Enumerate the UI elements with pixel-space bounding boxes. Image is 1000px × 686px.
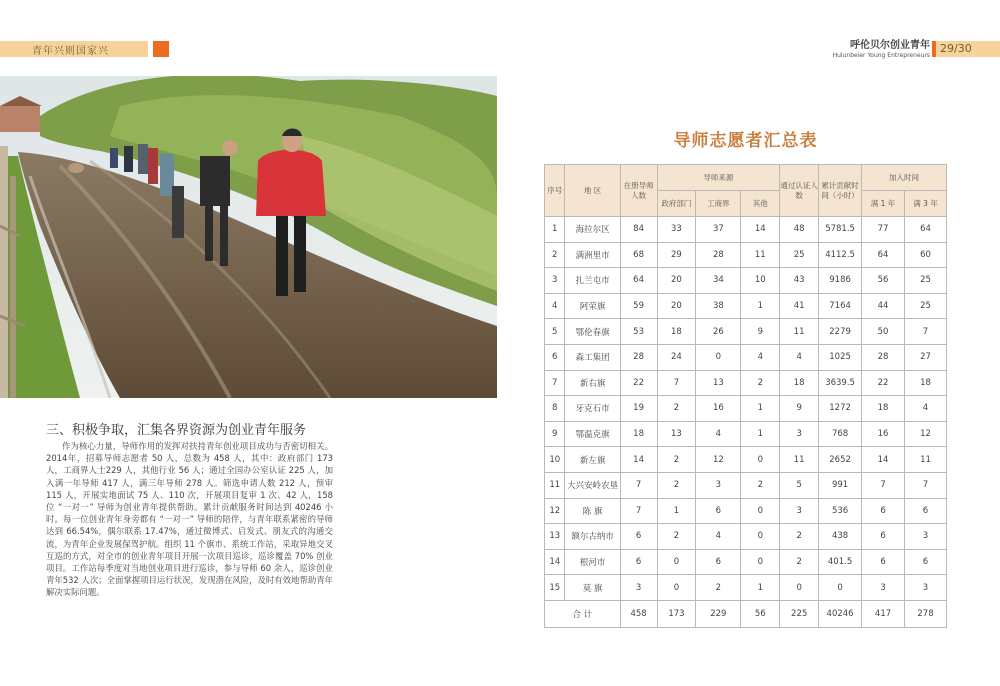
header-region: 地 区 — [565, 165, 620, 217]
table-row — [545, 421, 947, 447]
table-title: 导师志愿者汇总表 — [673, 131, 818, 151]
table-cell: 2 — [696, 575, 741, 601]
table-cell: 陈 旗 — [565, 498, 620, 524]
table-cell: 53 — [620, 319, 657, 345]
table-cell: 2 — [657, 447, 696, 473]
table-row — [545, 217, 947, 243]
table-cell: 9186 — [819, 268, 862, 294]
table-cell: 海拉尔区 — [565, 217, 620, 243]
table-cell: 3 — [545, 268, 565, 294]
table-body — [545, 217, 947, 628]
table-cell: 28 — [862, 344, 905, 370]
table-cell: 9 — [545, 421, 565, 447]
table-cell: 64 — [620, 268, 657, 294]
table-cell: 12 — [545, 498, 565, 524]
table-cell: 13 — [545, 524, 565, 550]
header-join-group: 加入时间 — [862, 165, 947, 191]
total-cell: 417 — [862, 600, 905, 627]
table-cell: 12 — [696, 447, 741, 473]
table-cell: 0 — [741, 447, 780, 473]
table-row — [545, 524, 947, 550]
table-cell: 牙克石市 — [565, 396, 620, 422]
header-certified: 通过认证人数 — [780, 165, 819, 217]
table-cell: 3 — [862, 575, 905, 601]
table-row — [545, 370, 947, 396]
table-cell: 77 — [862, 217, 905, 243]
header-source-gov: 政府部门 — [657, 191, 696, 217]
table-cell: 13 — [657, 421, 696, 447]
table-cell: 64 — [862, 242, 905, 268]
table-row — [545, 549, 947, 575]
table-cell: 0 — [696, 344, 741, 370]
table-cell: 43 — [780, 268, 819, 294]
table-cell: 6 — [545, 344, 565, 370]
table-cell: 7 — [905, 319, 947, 345]
table-cell: 9 — [741, 319, 780, 345]
table-cell: 401.5 — [819, 549, 862, 575]
table-cell: 18 — [657, 319, 696, 345]
mentor-summary-table — [544, 164, 947, 628]
table-row — [545, 447, 947, 473]
table-cell: 10 — [741, 268, 780, 294]
table-cell: 2 — [545, 242, 565, 268]
table-cell: 2 — [657, 472, 696, 498]
table-cell: 68 — [620, 242, 657, 268]
page-numbers: 29/30 — [940, 42, 972, 55]
table-cell: 11 — [905, 447, 947, 473]
table-cell: 25 — [905, 268, 947, 294]
table-cell: 6 — [696, 498, 741, 524]
header-right-title-cn: 呼伦贝尔创业青年 — [850, 40, 930, 51]
table-cell: 4 — [905, 396, 947, 422]
table-cell: 4 — [696, 524, 741, 550]
table-row — [545, 242, 947, 268]
table-cell: 3 — [696, 472, 741, 498]
section-title: 三、积极争取，汇集各界资源为创业青年服务 — [46, 423, 307, 438]
header-join-1y: 满 1 年 — [862, 191, 905, 217]
table-cell: 13 — [696, 370, 741, 396]
table-cell: 2652 — [819, 447, 862, 473]
table-cell: 7 — [657, 370, 696, 396]
header-source-business: 工商界 — [696, 191, 741, 217]
table-row — [545, 396, 947, 422]
table-cell: 森工集团 — [565, 344, 620, 370]
table-cell: 9 — [780, 396, 819, 422]
table-cell: 438 — [819, 524, 862, 550]
table-cell: 7 — [905, 472, 947, 498]
table-cell: 1 — [741, 421, 780, 447]
total-cell: 173 — [657, 600, 696, 627]
table-row — [545, 319, 947, 345]
table-cell: 4 — [545, 293, 565, 319]
table-cell: 6 — [862, 549, 905, 575]
table-cell: 18 — [780, 370, 819, 396]
header-band-right — [936, 41, 1000, 57]
table-row — [545, 498, 947, 524]
table-cell: 24 — [657, 344, 696, 370]
table-cell: 6 — [696, 549, 741, 575]
table-cell: 0 — [741, 524, 780, 550]
table-cell: 0 — [819, 575, 862, 601]
table-cell: 1025 — [819, 344, 862, 370]
total-label: 合 计 — [545, 600, 621, 627]
table-cell: 3 — [780, 498, 819, 524]
table-cell: 2 — [780, 524, 819, 550]
total-cell: 40246 — [819, 600, 862, 627]
table-cell: 7 — [620, 472, 657, 498]
table-cell: 25 — [905, 293, 947, 319]
table-cell: 18 — [862, 396, 905, 422]
table-cell: 新左旗 — [565, 447, 620, 473]
table-cell: 5781.5 — [819, 217, 862, 243]
table-cell: 4 — [741, 344, 780, 370]
table-cell: 莫 旗 — [565, 575, 620, 601]
table-cell: 14 — [620, 447, 657, 473]
table-cell: 10 — [545, 447, 565, 473]
table-cell: 16 — [696, 396, 741, 422]
table-cell: 3 — [905, 524, 947, 550]
table-cell: 56 — [862, 268, 905, 294]
table-cell: 14 — [862, 447, 905, 473]
table-cell: 11 — [741, 242, 780, 268]
table-cell: 1 — [657, 498, 696, 524]
table-cell: 84 — [620, 217, 657, 243]
table-cell: 20 — [657, 293, 696, 319]
section-body-text: 作为核心力量，导师作用的发挥对扶持青年创业项目成功与否密切相关。2014年，招募导师志愿者 50 人，总数为 458 人，其中：政府部门 173 人，工商界人士229 人，其他行业 56 人；通过全国办公室认证 225 人，加入满一年导师 417 人，满三年导师 278 人。筛选申请人数 212 人，预审 115 人，开展实地面试 75 人、110 次，开展项目复审 1 次、42 人，158 位 “一对一” 导师为创业青年提供帮助。累计贡献服务时间达到 40246 小时。每一位创业青年身旁都有 “一对一” 导师的陪伴，与青年联系紧密的导师达到 66.54%，偶尔联系 17.47%，通过微博式、启发式、朋友式的沟通交流，为青年企业发展保驾护航。组织 11 个旗市、系统工作站，采取异地交叉互巡的方式，对全市的创业青年项目开展一次项目巡诊，巡诊覆盖 70% 创业项目。工作站每季度对当地创业项目进行巡诊，参与导师 60 余人，巡诊创业青年532 人次；全面掌握项目运行状况，发现潜在风险，及时有效地帮助青年解决实际问题。 — [46, 441, 333, 598]
table-cell: 11 — [780, 319, 819, 345]
table-cell: 16 — [862, 421, 905, 447]
total-cell: 225 — [780, 600, 819, 627]
table-cell: 34 — [696, 268, 741, 294]
table-cell: 3 — [780, 421, 819, 447]
table-cell: 6 — [620, 549, 657, 575]
header-band-left — [0, 41, 148, 57]
table-cell: 6 — [905, 549, 947, 575]
table-row — [545, 268, 947, 294]
table-cell: 额尔古纳市 — [565, 524, 620, 550]
table-header-row — [545, 165, 947, 191]
table-cell: 0 — [657, 575, 696, 601]
header-hours: 累计贡献时间（小时） — [819, 165, 862, 217]
header-source-other: 其他 — [741, 191, 780, 217]
table-cell: 8 — [545, 396, 565, 422]
table-cell: 19 — [620, 396, 657, 422]
table-cell: 1 — [545, 217, 565, 243]
table-cell: 4 — [780, 344, 819, 370]
header-right-title-en: Hulunbeier Young Entrepreneurs — [832, 52, 930, 59]
table-cell: 新右旗 — [565, 370, 620, 396]
table-cell: 7164 — [819, 293, 862, 319]
total-cell: 458 — [620, 600, 657, 627]
table-cell: 2 — [780, 549, 819, 575]
table-cell: 0 — [657, 549, 696, 575]
table-cell: 25 — [780, 242, 819, 268]
total-cell: 229 — [696, 600, 741, 627]
table-cell: 44 — [862, 293, 905, 319]
header-accent-square-left — [153, 41, 169, 57]
header-right-title — [826, 40, 930, 60]
table-cell: 3 — [620, 575, 657, 601]
table-cell: 41 — [780, 293, 819, 319]
table-cell: 4 — [696, 421, 741, 447]
table-cell: 27 — [905, 344, 947, 370]
table-row — [545, 575, 947, 601]
table-cell: 991 — [819, 472, 862, 498]
table-cell: 768 — [819, 421, 862, 447]
header-index: 序号 — [545, 165, 565, 217]
table-cell: 3 — [905, 575, 947, 601]
table-cell: 18 — [620, 421, 657, 447]
table-row — [545, 344, 947, 370]
table-cell: 3639.5 — [819, 370, 862, 396]
table-cell: 阿荣旗 — [565, 293, 620, 319]
table-cell: 14 — [741, 217, 780, 243]
header-join-3y: 满 3 年 — [905, 191, 947, 217]
table-cell: 扎兰屯市 — [565, 268, 620, 294]
table-cell: 2 — [741, 370, 780, 396]
table-cell: 60 — [905, 242, 947, 268]
total-cell: 56 — [741, 600, 780, 627]
table-cell: 22 — [862, 370, 905, 396]
table-cell: 1272 — [819, 396, 862, 422]
table-cell: 536 — [819, 498, 862, 524]
table-cell: 5 — [545, 319, 565, 345]
table-cell: 0 — [780, 575, 819, 601]
table-cell: 鄂伦春旗 — [565, 319, 620, 345]
table-cell: 28 — [620, 344, 657, 370]
table-cell: 37 — [696, 217, 741, 243]
table-cell: 50 — [862, 319, 905, 345]
table-cell: 2279 — [819, 319, 862, 345]
table-cell: 2 — [741, 472, 780, 498]
table-total-row — [545, 600, 947, 627]
table-cell: 2 — [657, 396, 696, 422]
table-cell: 12 — [905, 421, 947, 447]
table-cell: 1 — [741, 293, 780, 319]
table-cell: 满洲里市 — [565, 242, 620, 268]
table-cell: 大兴安岭农垦 — [565, 472, 620, 498]
table-cell: 26 — [696, 319, 741, 345]
table-cell: 7 — [862, 472, 905, 498]
table-cell: 7 — [545, 370, 565, 396]
header-source-group: 导师来源 — [657, 165, 780, 191]
table-cell: 15 — [545, 575, 565, 601]
table-cell: 6 — [905, 498, 947, 524]
table-cell: 38 — [696, 293, 741, 319]
mentors-walking-photo — [0, 76, 497, 398]
table-cell: 6 — [862, 524, 905, 550]
table-cell: 5 — [780, 472, 819, 498]
table-cell: 18 — [905, 370, 947, 396]
table-cell: 2 — [657, 524, 696, 550]
table-cell: 59 — [620, 293, 657, 319]
table-cell: 1 — [741, 396, 780, 422]
table-cell: 0 — [741, 498, 780, 524]
table-cell: 11 — [780, 447, 819, 473]
table-cell: 28 — [696, 242, 741, 268]
table-cell: 4112.5 — [819, 242, 862, 268]
table-cell: 11 — [545, 472, 565, 498]
table-cell: 7 — [620, 498, 657, 524]
table-cell: 29 — [657, 242, 696, 268]
table-row — [545, 472, 947, 498]
table-cell: 6 — [620, 524, 657, 550]
header-left-title: 青年兴则国家兴 — [32, 46, 109, 57]
header-registered: 在册导师人数 — [620, 165, 657, 217]
table-cell: 22 — [620, 370, 657, 396]
table-cell: 0 — [741, 549, 780, 575]
table-cell: 64 — [905, 217, 947, 243]
table-cell: 33 — [657, 217, 696, 243]
table-cell: 14 — [545, 549, 565, 575]
table-cell: 1 — [741, 575, 780, 601]
table-cell: 鄂温克旗 — [565, 421, 620, 447]
total-cell: 278 — [905, 600, 947, 627]
table-cell: 6 — [862, 498, 905, 524]
table-cell: 48 — [780, 217, 819, 243]
table-cell: 根河市 — [565, 549, 620, 575]
table-row — [545, 293, 947, 319]
table-cell: 20 — [657, 268, 696, 294]
